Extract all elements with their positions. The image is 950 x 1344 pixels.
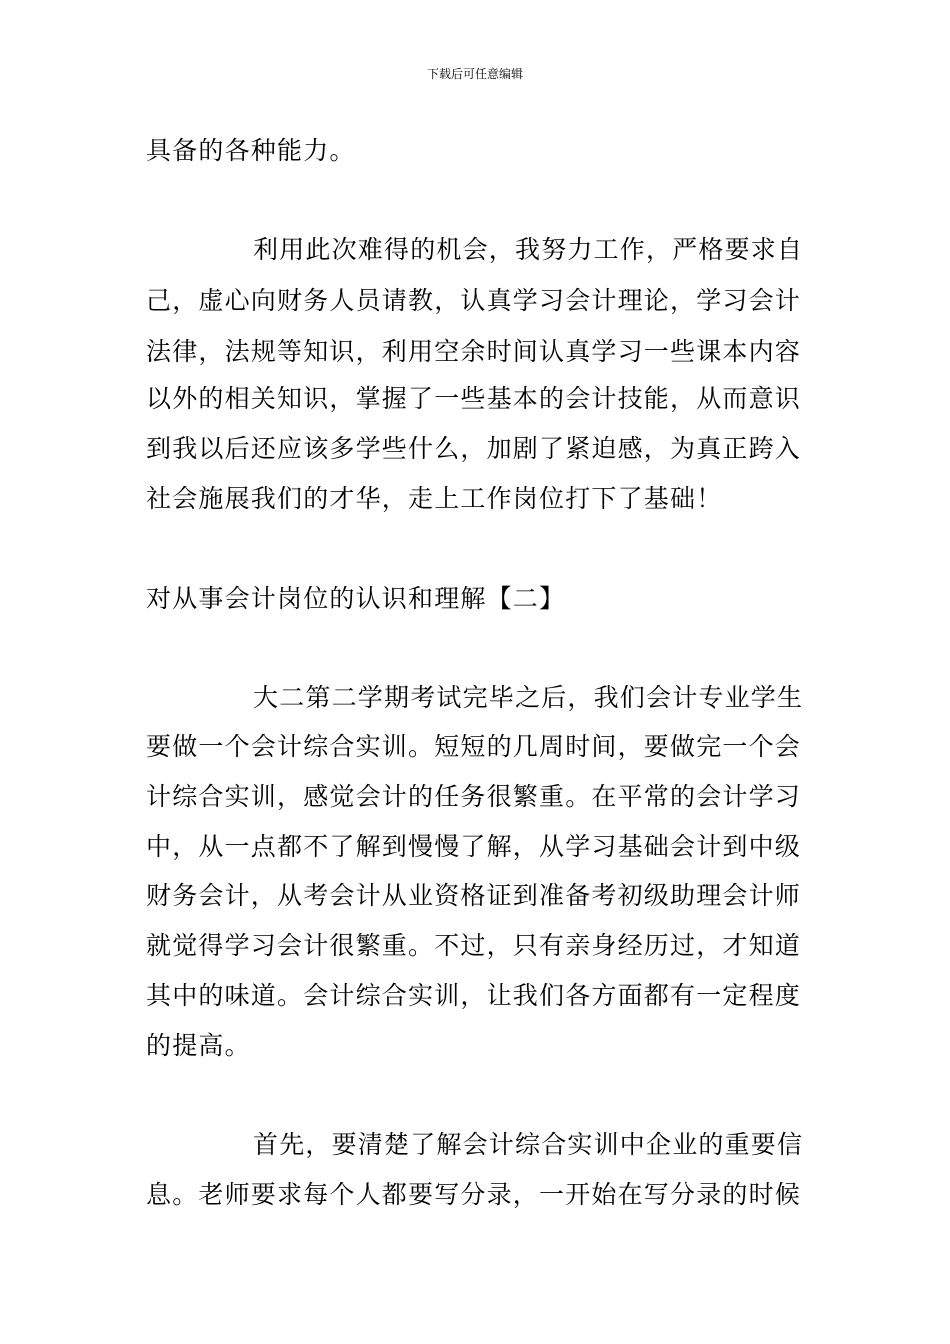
paragraph-line: 计综合实训，感觉会计的任务很繁重。在平常的会计学习 bbox=[146, 782, 802, 811]
paragraph-line: 财务会计，从考会计从业资格证到准备考初级助理会计师 bbox=[146, 881, 802, 910]
paragraph-line: 首先，要清楚了解会计综合实训中企业的重要信 bbox=[253, 1130, 804, 1159]
paragraph-line: 社会施展我们的才华，走上工作岗位打下了基础！ bbox=[146, 484, 723, 513]
paragraph-line: 以外的相关知识，掌握了一些基本的会计技能，从而意识 bbox=[146, 384, 802, 413]
paragraph-line: 具备的各种能力。 bbox=[146, 136, 356, 165]
paragraph-line: 大二第二学期考试完毕之后，我们会计专业学生 bbox=[253, 683, 804, 712]
paragraph-line: 中，从一点都不了解到慢慢了解，从学习基础会计到中级 bbox=[146, 832, 802, 861]
paragraph-line: 就觉得学习会计很繁重。不过，只有亲身经历过，才知道 bbox=[146, 931, 802, 960]
paragraph-line: 的提高。 bbox=[146, 1031, 251, 1060]
paragraph-line: 其中的味道。会计综合实训，让我们各方面都有一定程度 bbox=[146, 981, 802, 1010]
header-note: 下载后可任意编辑 bbox=[426, 67, 523, 81]
paragraph-line: 到我以后还应该多学些什么，加剧了紧迫感，为真正跨入 bbox=[146, 434, 802, 463]
paragraph-line: 法律，法规等知识，利用空余时间认真学习一些课本内容 bbox=[146, 337, 802, 366]
section-heading: 对从事会计岗位的认识和理解【二】 bbox=[146, 584, 566, 613]
paragraph-line: 息。老师要求每个人都要写分录，一开始在写分录的时候 bbox=[146, 1180, 802, 1209]
paragraph-line: 利用此次难得的机会，我努力工作，严格要求自 bbox=[253, 235, 804, 264]
paragraph-line: 己，虚心向财务人员请教，认真学习会计理论，学习会计 bbox=[146, 286, 802, 315]
paragraph-line: 要做一个会计综合实训。短短的几周时间，要做完一个会 bbox=[146, 732, 802, 761]
